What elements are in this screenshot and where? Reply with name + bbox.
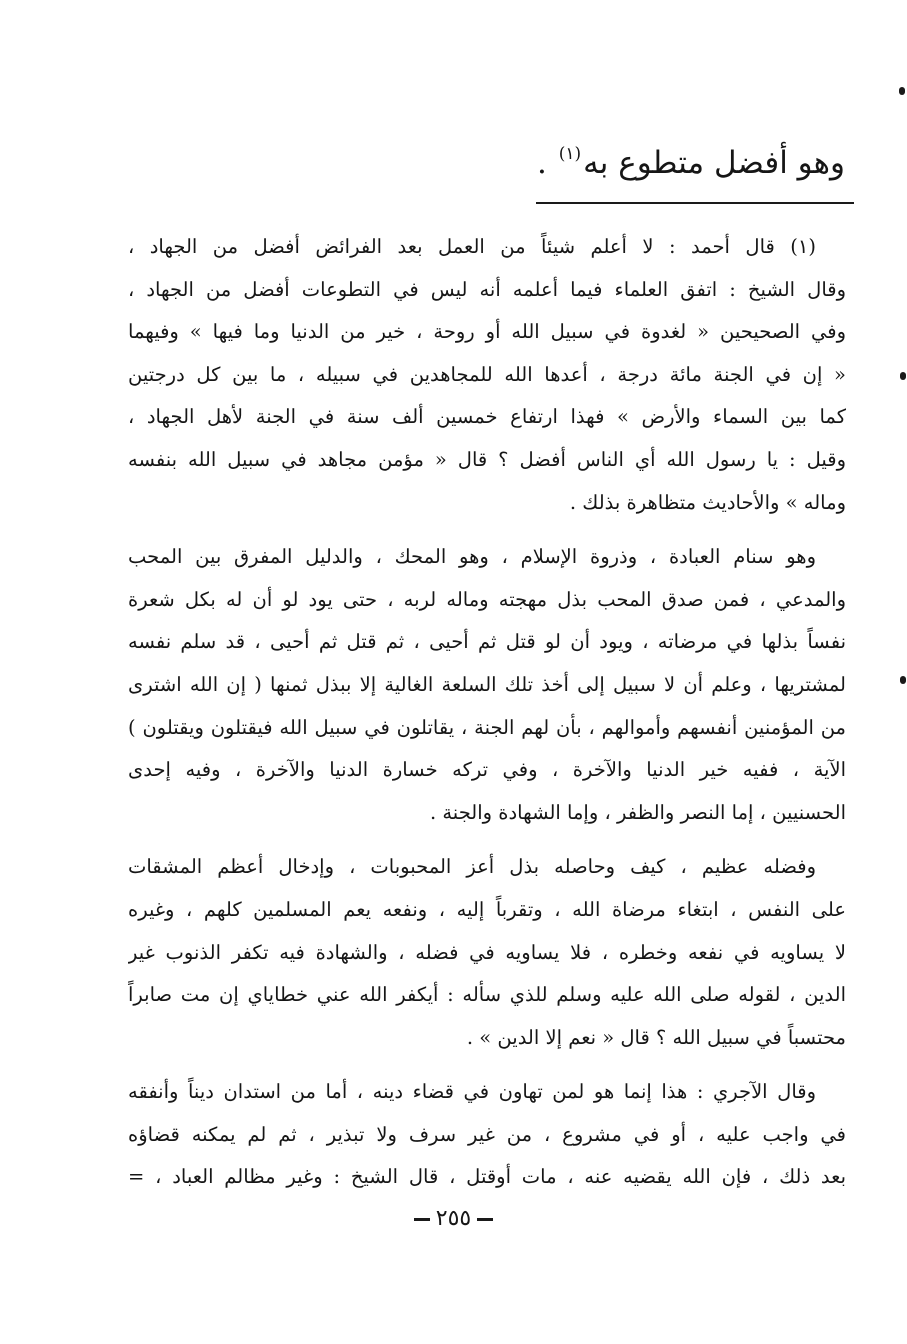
footnote-line: لا يساويه في نفعه وخطره ، فلا يساويه في فضله ، والشهادة فيه تكفر الذنوب غير — [128, 940, 846, 964]
footnote-line: (١) قال أحمد : لا أعلم شيئاً من العمل بعد الفرائض أفضل من الجهاد ، — [128, 235, 816, 258]
page-number-dash — [477, 1218, 493, 1221]
footnote-block — [128, 226, 846, 1211]
footnote-line: محتسباً في سبيل الله ؟ قال « نعم إلا الدين » . — [466, 1025, 846, 1049]
footnote-paragraph — [128, 846, 846, 1059]
page-number-dash — [414, 1218, 430, 1221]
footnote-paragraph — [128, 1071, 846, 1199]
main-text-period: . — [537, 145, 547, 181]
footnote-line: بعد ذلك ، فإن الله يقضيه عنه ، مات أوقتل ، قال الشيخ : وغير مظالم العباد ، = — [128, 1165, 846, 1189]
footnote-line: وقال الآجري : هذا إنما هو لمن تهاون في قضاء دينه ، أما من استدان ديناً وأنفقه — [128, 1080, 816, 1104]
footnote-line: وهو سنام العبادة ، وذروة الإسلام ، وهو المحك ، والدليل المفرق بين المحب — [128, 545, 816, 569]
footnote-line: كما بين السماء والأرض » فهذا ارتفاع خمسين ألف سنة في الجنة لأهل الجهاد ، — [128, 405, 846, 429]
footnote-line: الدين ، لقوله صلى الله عليه وسلم للذي سأله : أيكفر الله عني خطاياي إن مت صابراً — [128, 983, 846, 1007]
footnote-line: « إن في الجنة مائة درجة ، أعدها الله للمجاهدين في سبيله ، ما بين كل درجتين — [128, 362, 846, 386]
footnote-line: الآية ، ففيه خير الدنيا والآخرة ، وفي تركه خسارة الدنيا والآخرة ، وفيه إحدى — [128, 758, 846, 782]
footnote-line: من المؤمنين أنفسهم وأموالهم ، بأن لهم الجنة ، يقاتلون في سبيل الله فيقتلون ويقتلون ) — [128, 715, 846, 739]
scan-mark — [900, 372, 906, 380]
footnote-line: والمدعي ، فمن صدق المحب بذل مهجته وماله لربه ، حتى يود لو أن له بكل شعرة — [128, 587, 846, 611]
scan-mark — [900, 676, 906, 684]
main-text-line — [145, 128, 845, 189]
footnote-line: في واجب عليه ، أو في مشروع ، من غير سرف ولا تبذير ، ثم لم يمكنه قضاؤه — [128, 1122, 846, 1146]
main-text: وهو أفضل متطوع به — [583, 145, 845, 181]
footnote-paragraph — [128, 226, 846, 524]
footnote-line: وقال الشيخ : اتفق العلماء فيما أعلمه أنه ليس في التطوعات أفضل من الجهاد ، — [128, 277, 846, 301]
footnote-line: وقيل : يا رسول الله أي الناس أفضل ؟ قال « مؤمن مجاهد في سبيل الله بنفسه — [128, 447, 846, 471]
footnote-paragraph — [128, 536, 846, 834]
footnote-line: نفساً بذلها في مرضاته ، ويود أن لو قتل ثم أحيى ، ثم قتل ثم أحيى ، قد سلم نفسه — [128, 630, 846, 654]
page-number — [0, 1206, 907, 1231]
footnote-line: وماله » والأحاديث متظاهرة بذلك . — [569, 490, 846, 514]
footnote-line: الحسنيين ، إما النصر والظفر ، وإما الشهادة والجنة . — [429, 800, 846, 824]
page-number-text: ٢٥٥ — [435, 1206, 472, 1231]
footnote-line: لمشتريها ، وعلم أن لا سبيل إلى أخذ تلك السلعة الغالية إلا ببذل ثمنها ( إن الله اشترى — [128, 672, 846, 696]
footnote-line: على النفس ، ابتغاء مرضاة الله ، وتقرباً إليه ، ونفعه يعم المسلمين كلهم ، وغيره — [128, 897, 846, 921]
scan-mark — [899, 87, 905, 95]
footnote-separator — [536, 202, 854, 204]
footnote-line: وفي الصحيحين « لغدوة في سبيل الله أو روحة ، خير من الدنيا وما فيها » وفيهما — [128, 320, 846, 344]
footnote-line: وفضله عظيم ، كيف وحاصله بذل أعز المحبوبات ، وإدخال أعظم المشقات — [128, 855, 816, 879]
footnote-reference: (١) — [558, 144, 582, 164]
